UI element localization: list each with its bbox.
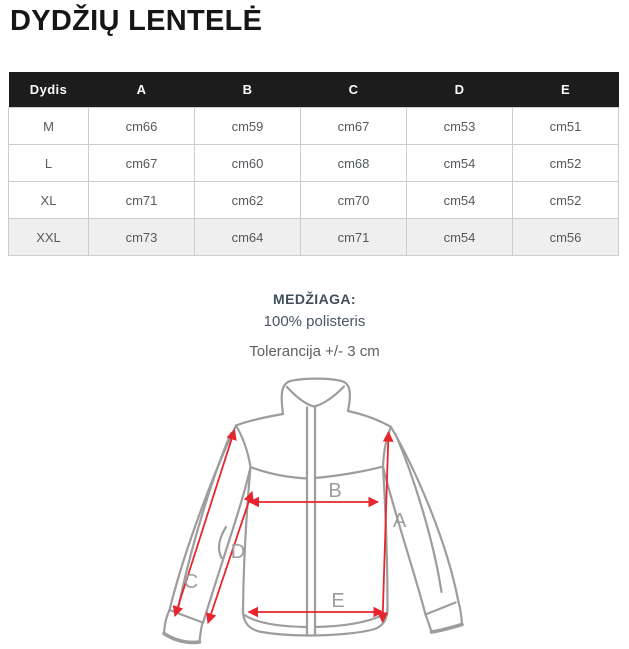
size-cell: cm54 <box>407 182 513 219</box>
size-table <box>8 72 619 256</box>
header-cell-c: C <box>301 72 407 108</box>
size-cell: cm71 <box>301 219 407 256</box>
table-row-m <box>9 108 619 145</box>
size-cell: cm53 <box>407 108 513 145</box>
size-table-header-row <box>9 72 619 108</box>
material-value: 100% polisteris <box>263 313 366 330</box>
measure-label-c: C <box>183 571 199 593</box>
size-label: M <box>9 108 89 145</box>
size-cell: cm59 <box>195 108 301 145</box>
size-cell: cm54 <box>407 219 513 256</box>
measure-label-e: E <box>331 590 345 612</box>
table-row-l <box>9 145 619 182</box>
measurement-arrows <box>175 430 389 623</box>
header-cell-b: B <box>195 72 301 108</box>
measure-label-a: A <box>393 510 407 532</box>
tolerance-text: Tolerancija +/- 3 cm <box>249 343 380 360</box>
table-row-xxl <box>9 219 619 256</box>
size-cell: cm52 <box>513 145 619 182</box>
size-cell: cm54 <box>407 145 513 182</box>
size-cell: cm51 <box>513 108 619 145</box>
size-label: XXL <box>9 219 89 256</box>
size-cell: cm67 <box>89 145 195 182</box>
size-cell: cm68 <box>301 145 407 182</box>
size-cell: cm56 <box>513 219 619 256</box>
size-cell: cm73 <box>89 219 195 256</box>
size-cell: cm52 <box>513 182 619 219</box>
size-cell: cm66 <box>89 108 195 145</box>
header-cell-d: D <box>407 72 513 108</box>
header-cell-e: E <box>513 72 619 108</box>
measure-label-b: B <box>328 480 342 502</box>
material-heading: MEDŽIAGA: <box>273 291 356 307</box>
page-title: DYDŽIŲ LENTELĖ <box>10 5 263 37</box>
size-label: XL <box>9 182 89 219</box>
header-cell-dydis: Dydis <box>9 72 89 108</box>
size-cell: cm62 <box>195 182 301 219</box>
header-cell-a: A <box>89 72 195 108</box>
size-cell: cm70 <box>301 182 407 219</box>
size-cell: cm60 <box>195 145 301 182</box>
measurement-labels <box>184 480 407 612</box>
measure-label-d: D <box>230 541 246 563</box>
size-label: L <box>9 145 89 182</box>
jacket-measurement-diagram <box>145 377 485 649</box>
table-row-xl <box>9 182 619 219</box>
size-cell: cm67 <box>301 108 407 145</box>
size-cell: cm64 <box>195 219 301 256</box>
size-cell: cm71 <box>89 182 195 219</box>
